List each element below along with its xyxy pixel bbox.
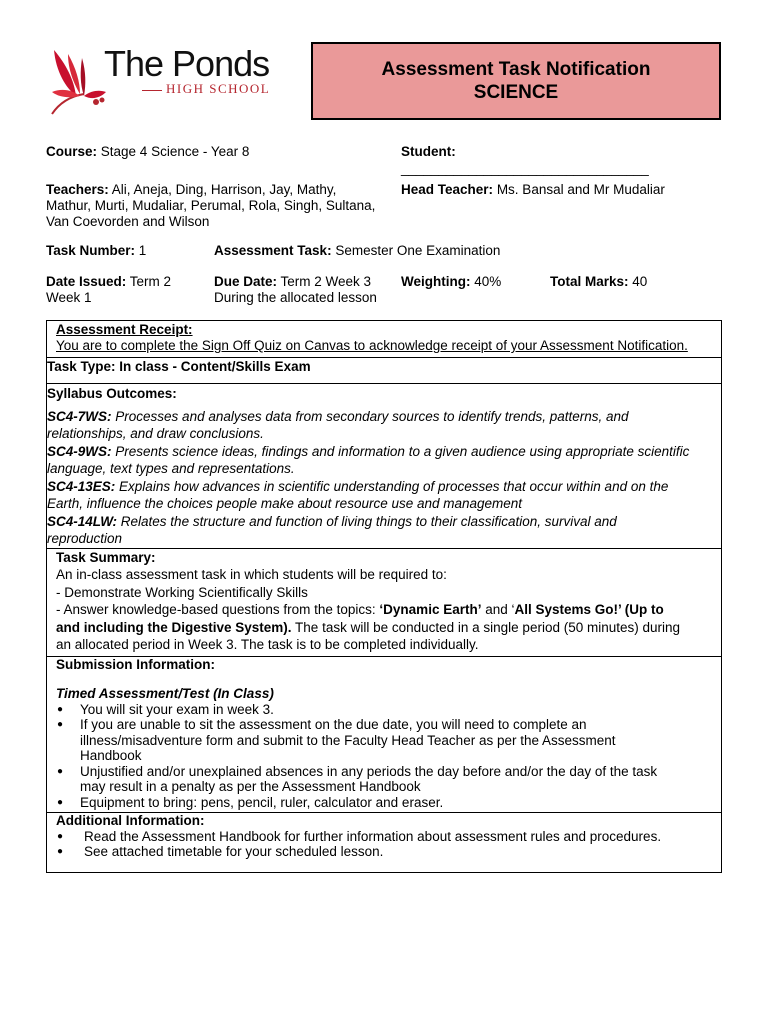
logo-title: The Ponds [104,43,270,84]
due-date-value-1: Term 2 Week 3 [280,274,372,289]
summary-line: An in-class assessment task in which students will be required to: [56,567,447,582]
task-number-field [46,243,146,259]
task-type-section: Task Type: In class - Content/Skills Exam [47,358,721,384]
date-issued-value-1: Term 2 [129,274,172,289]
submission-subheading: Timed Assessment/Test (In Class) [56,686,274,701]
assessment-details-table [46,320,722,873]
outcomes-heading: Syllabus Outcomes: [47,386,177,401]
head-teacher-label: Head Teacher: [401,182,494,197]
submission-heading: Submission Information: [56,656,216,672]
bullet-text: ● If you are unable to sit the assessment on the due date, you will need to complete an [80,717,587,732]
list-item [56,844,721,860]
summary-line: - Demonstrate Working Scientifically Skills [56,584,308,600]
notification-header [311,42,721,120]
bullet-text: ● See attached timetable for your scheduled lesson. [84,844,384,859]
outcome-code: SC4-14LW: [47,513,118,529]
due-date-value-2: During the allocated lesson [214,290,377,305]
additional-information-section [47,813,721,872]
syllabus-outcomes-section [47,384,721,549]
bullet-text: illness/misadventure form and submit to the Faculty Head Teacher as per the Assessment [80,732,616,748]
assessment-receipt-section [47,321,721,358]
task-number-value: 1 [138,243,147,258]
list-item [56,829,721,845]
head-teacher-value: Ms. Bansal and Mr Mudaliar [496,182,665,197]
due-date-label: Due Date: [214,274,278,289]
teachers-field [46,182,396,230]
outcome-text: Processes and analyses data from secondary sources to identify trends, patterns, and [115,408,629,424]
teachers-value-1: Ali, Aneja, Ding, Harrison, Jay, Mathy, [111,182,337,197]
course-field [46,144,249,160]
bullet-text: may result in a penalty as per the Assessment Handbook [80,779,421,794]
bullet-text: ● Unjustified and/or unexplained absences in any periods the day before and/or the day of the task [80,763,658,779]
outcome-item [47,513,721,548]
outcome-code: SC4-13ES: [47,478,116,494]
list-item [56,795,721,811]
outcome-text-cont: relationships, and draw conclusions. [47,426,264,441]
additional-heading: Additional Information: [56,813,205,828]
summary-line: - Answer knowledge-based questions from the topics: [56,602,380,617]
total-marks-value: 40 [632,274,648,289]
bullet-text: Handbook [80,748,142,763]
outcome-code: SC4-9WS: [47,443,112,459]
student-label: Student: [401,144,456,159]
weighting-label: Weighting: [401,274,471,289]
outcome-text: Relates the structure and function of living things to their classification, survival and [120,513,617,529]
submission-information-section [47,657,721,814]
assessment-task-value: Semester One Examination [335,243,501,258]
course-value: Stage 4 Science - Year 8 [100,144,250,159]
leaf-icon [48,44,108,116]
date-issued-field [46,274,171,306]
header-subject: SCIENCE [473,82,559,103]
task-summary-section [47,549,721,657]
outcome-item [47,443,721,478]
summary-heading: Task Summary: [56,549,156,565]
outcome-item [47,408,721,443]
logo-divider [142,90,162,91]
date-issued-value-2: Week 1 [46,290,92,305]
weighting-value: 40% [474,274,502,289]
assessment-task-field [214,243,500,259]
bullet-text: ● You will sit your exam in week 3. [80,701,274,717]
summary-line: and ‘ [481,602,515,617]
topic-digestive-system: and including the Digestive System). [56,619,292,635]
receipt-heading: Assessment Receipt: [56,322,193,337]
header-title: Assessment Task Notification [381,59,651,80]
bullet-text: ● Equipment to bring: pens, pencil, ruler, calculator and eraser. [80,794,444,810]
list-item [56,717,721,764]
head-teacher-field [401,182,665,198]
outcome-text: Explains how advances in scientific understanding of processes that occur within and on the [119,478,669,494]
teachers-label: Teachers: [46,182,109,197]
outcome-text-cont: reproduction [47,531,123,546]
due-date-field [214,274,377,306]
submission-bullet-list [56,702,721,811]
outcome-item [47,478,721,513]
task-number-label: Task Number: [46,243,136,258]
additional-bullet-list [56,829,721,860]
list-item [56,702,721,718]
assessment-task-label: Assessment Task: [214,243,332,258]
teachers-value-2: Mathur, Murti, Mudaliar, Perumal, Rola, Singh, Sultana, [46,198,376,213]
summary-line: an allocated period in Week 3. The task is to be completed individually. [56,637,479,652]
date-issued-label: Date Issued: [46,274,127,289]
outcome-text: Presents science ideas, findings and information to a given audience using appropriate scientific [115,443,690,459]
topic-all-systems-go: All Systems Go!’ (Up to [514,602,664,617]
outcome-code: SC4-7WS: [47,408,112,424]
weighting-field [401,274,501,290]
summary-line: The task will be conducted in a single period (50 minutes) during [291,619,681,635]
outcome-text-cont: Earth, influence the choices people make about resource use and management [47,496,523,511]
teachers-value-3: Van Coevorden and Wilson [46,214,210,229]
logo-subtitle: HIGH SCHOOL [166,81,271,96]
student-name-line: _________________________________ [401,161,649,176]
list-item [56,764,721,795]
total-marks-field [550,274,647,290]
course-label: Course: [46,144,98,159]
school-logo [48,44,288,116]
total-marks-label: Total Marks: [550,274,629,289]
outcome-text-cont: language, text types and representations. [47,461,295,476]
bullet-text: ● Read the Assessment Handbook for further information about assessment rules and procedures. [84,828,662,844]
receipt-text: You are to complete the Sign Off Quiz on Canvas to acknowledge receipt of your Assessment Notification. [56,338,688,353]
student-field [401,144,649,177]
topic-dynamic-earth: ‘Dynamic Earth’ [379,602,482,617]
